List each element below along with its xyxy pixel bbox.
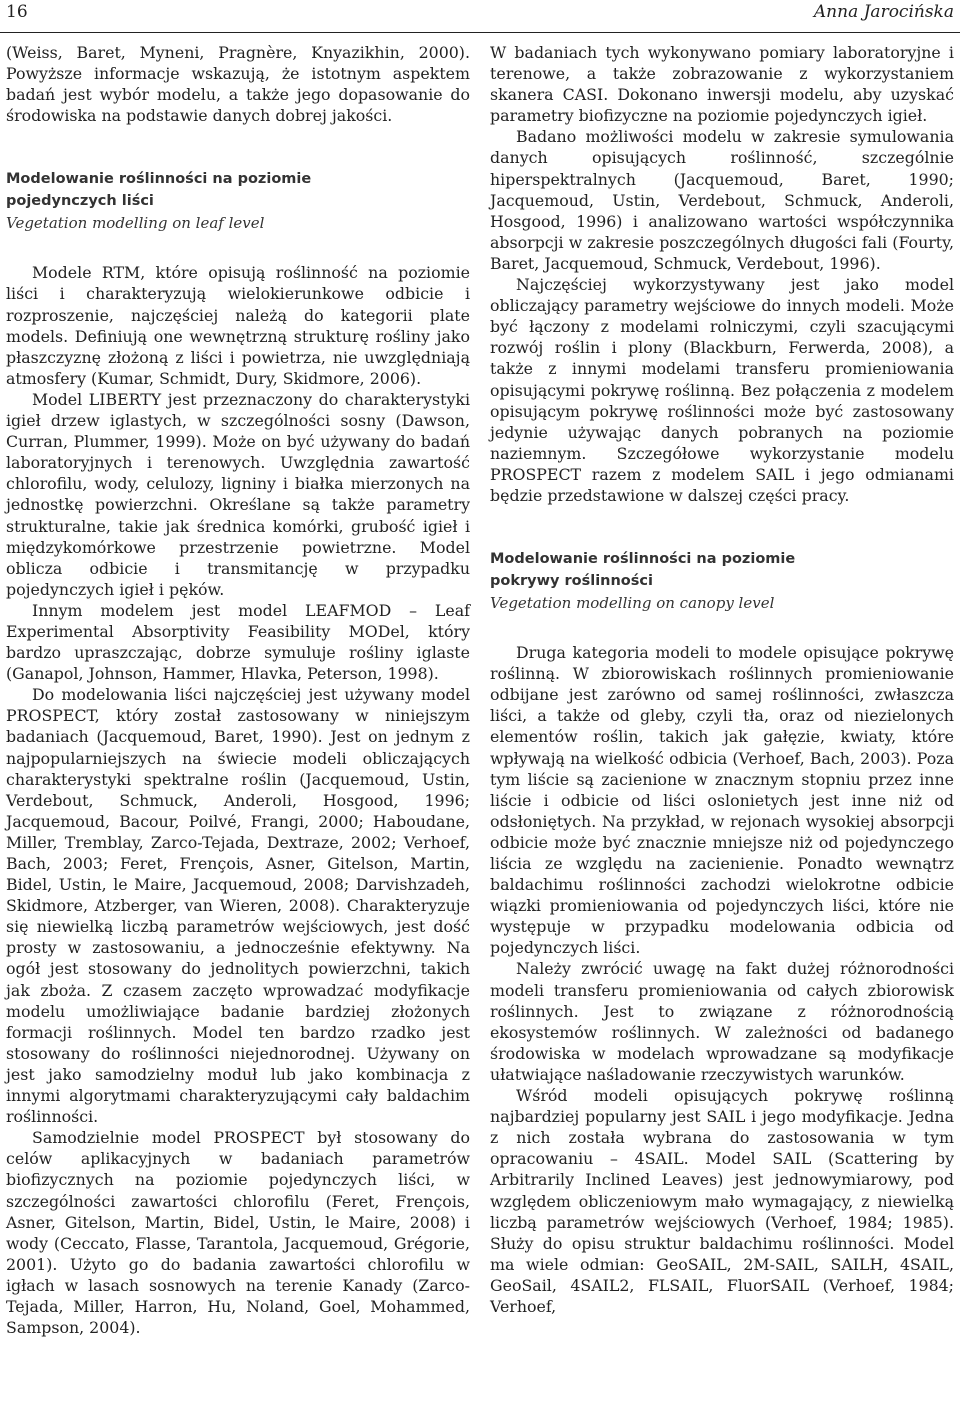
right-column <box>490 42 954 1317</box>
section-subtitle: Vegetation modelling on canopy level <box>490 594 775 613</box>
section-title-line2: pokrywy roślinności <box>490 573 653 590</box>
paragraph: Badano możliwości modelu w zakresie symulowania danych opisujących roślinność, szczególnie hiperspektralnych (Jacquemoud, Baret, 1990; Jacquemoud, Ustin, Verdebout, Schmuck, Anderoli, Hosgood, 1996) i analizowano wartości współczynnika absorpcji w zakresie poszczególnych długości fali (Fourty, Baret, Jacquemoud, Schmuck, Verdebout, 1996). <box>490 127 954 273</box>
running-header <box>0 0 960 33</box>
section-subtitle: Vegetation modelling on leaf level <box>6 214 265 233</box>
paragraph-intro: (Weiss, Baret, Myneni, Pragnère, Knyazikhin, 2000). Powyższe informacje wskazują, że istotnym aspektem badań jest wybór modelu, a także jego dopasowanie do środowiska na podstawie danych dobrej jakości. <box>6 43 470 126</box>
paragraph: Innym modelem jest model LEAFMOD – Leaf Experimental Absorptivity Feasibility MODel, który bardzo upraszczając, dobrze symuluje rośliny iglaste (Ganapol, Johnson, Hammer, Hlavka, Peterson, 1998). <box>6 600 470 684</box>
paragraph: Do modelowania liści najczęściej jest używany model PROSPECT, który został zastosowany w niniejszym badaniach (Jacquemoud, Baret, 1990). Jest on jednym z najpopularniejszych na świecie modeli obliczających charakterystyki spektralne roślin (Jacquemoud, Ustin, Verdebout, Schmuck, Anderoli, Hosgood, 1996; Jacquemoud, Bacour, Poilvé, Frangi, 2000; Haboudane, Miller, Tremblay, Zarco-Tejada, Dextraze, 2002; Verhoef, Bach, 2003; Feret, Frençois, Asner, Gitelson, Martin, Bidel, Ustin, le Maire, Jacquemoud, 2008; Darvishzadeh, Skidmore, Atzberger, van Wieren, 2008). Charakteryzuje się niewielką liczbą parametrów wejściowych, jest dość prosty w zastosowaniu, a jednocześnie efektywny. Na ogół jest stosowany do jednolitych powierzchni, takich jak zboża. Z czasem zaczęto wprowadzać modyfikacje modelu umożliwiające badanie bardziej złożonych formacji roślinnych. Model ten bardzo rzadko jest stosowany do roślinności niejednorodnej. Używany on jest jako samodzielny moduł lub jako kombinacja z innymi algorytmami charakteryzującymi cały baldachim roślinności. <box>6 685 470 1127</box>
paragraph: W badaniach tych wykonywano pomiary laboratoryjne i terenowe, a także zobrazowanie z wykorzystaniem skanera CASI. Dokonano inwersji modelu, aby uzyskać parametry biofizyczne na poziomie pojedynczych igieł. <box>490 43 954 126</box>
page-number: 16 <box>6 2 28 22</box>
paragraph: Najczęściej wykorzystywany jest jako model obliczający parametry wejściowe do innych modeli. Może być łączony z modelami rolniczymi, czyli szacującymi rozwój roślin i plony (Blackburn, Ferwerda, 2008), a także z innymi modelami transferu promieniowania opisującymi pokrywę roślinną. Bez połączenia z modelem opisującym pokrywę roślinności może być zastosowany jedynie używając danych pobranych na poziomie naziemnym. Szczegółowe wykorzystanie modelu PROSPECT razem z modelem SAIL i jego odmianami będzie przedstawione w dalszej części pracy. <box>490 275 954 505</box>
left-column <box>6 42 470 1338</box>
section-heading-canopy <box>490 548 954 614</box>
paragraph: Model LIBERTY jest przeznaczony do charakterystyki igieł drzew iglastych, w szczególności sosny (Dawson, Curran, Plummer, 1999). Może on być używany do badań laboratoryjnych i terenowych. Uwzględnia zawartość chlorofilu, wody, celulozy, ligniny i białka mierzonych na jednostkę powierzchni. Określane są także parametry strukturalne, takie jak średnica komórki, grubość igieł i międzykomórkowe przestrzenie powietrzne. Model oblicza odbicie i transmitancję w przypadku pojedynczych igieł i pęków. <box>6 389 470 599</box>
section-title-line2: pojedynczych liści <box>6 193 154 210</box>
section-heading-leaf <box>6 168 470 234</box>
paragraph: Samodzielnie model PROSPECT był stosowany do celów aplikacyjnych w badaniach parametrów biofizycznych na poziomie pojedynczych liści, w szczególności zawartości chlorofilu (Feret, Frençois, Asner, Gitelson, Martin, Bidel, Ustin, le Maire, 2008) i wody (Ceccato, Flasse, Tarantola, Jacquemoud, Grégorie, 2001). Użyto go do badania zawartości chlorofilu w igłach w lasach sosnowych na terenie Kanady (Zarco-Tejada, Miller, Harron, Hu, Noland, Goel, Mohammed, Sampson, 2004). <box>6 1128 470 1338</box>
paragraph: Druga kategoria modeli to modele opisujące pokrywę roślinną. W zbiorowiskach roślinnych promieniowanie odbijane jest zarówno od samej roślinności, zwłaszcza liści, a także od gleby, czyli tła, oraz od niezielonych elementów roślin, takich jak gałęzie, kwiaty, które wpływają na wielkość odbicia (Verhoef, Bach, 2003). Poza tym liście są zacienione w znacznym stopniu przez inne liście i odbicie od liści oslonietych jest inne niż od odsłoniętych. Na przykład, w rejonach wysokiej absorpcji odbicie może być znacznie mniejsze niż od pojedynczego liścia ze względu na zacienienie. Ponadto wewnątrz baldachimu roślinności zachodzi wielokrotne odbicie wiązki promieniowania od pojedynczych liści, które nie występuje w przypadku modelowania odbicia od pojedynczych liści. <box>490 643 954 958</box>
paragraph: Wśród modeli opisujących pokrywę roślinną najbardziej popularny jest SAIL i jego modyfikacje. Jedna z nich została wybrana do zastosowania w tym opracowaniu – 4SAIL. Model SAIL (Scattering by Arbitrarily Inclined Leaves) jest jednowymiarowy, pod względem obliczeniowym mało wymagający, z niewielką liczbą parametrów wejściowych (Verhoef, 1984; 1985). Służy do opisu struktur baldachimu roślinności. Model ma wiele odmian: GeoSAIL, 2M-SAIL, SAILH, 4SAIL, GeoSail, 4SAIL2, FLSAIL, FluorSAIL (Verhoef, 1984; Verhoef, <box>490 1086 954 1316</box>
section-title-line1: Modelowanie roślinności na poziomie <box>490 551 796 568</box>
section-title-line1: Modelowanie roślinności na poziomie <box>6 171 312 188</box>
paragraph: Modele RTM, które opisują roślinność na poziomie liści i charakteryzują wielokierunkowe odbicie i rozproszenie, najczęściej należą do kategorii plate models. Definiują one wewnętrzną strukturę rośliny jako płaszczyznę złożoną z liści i powietrza, nie uwzględniają atmosfery (Kumar, Schmidt, Dury, Skidmore, 2006). <box>6 263 470 388</box>
paragraph: Należy zwrócić uwagę na fakt dużej różnorodności modeli transferu promieniowania od całych zbiorowisk roślinnych. Jest to związane z różnorodnością ekosystemów roślinnych. W zależności od badanego środowiska w modelach wprowadzane są modyfikacje ułatwiające naśladowanie rzeczywistych warunków. <box>490 959 954 1084</box>
running-author: Anna Jarocińska <box>813 2 954 22</box>
